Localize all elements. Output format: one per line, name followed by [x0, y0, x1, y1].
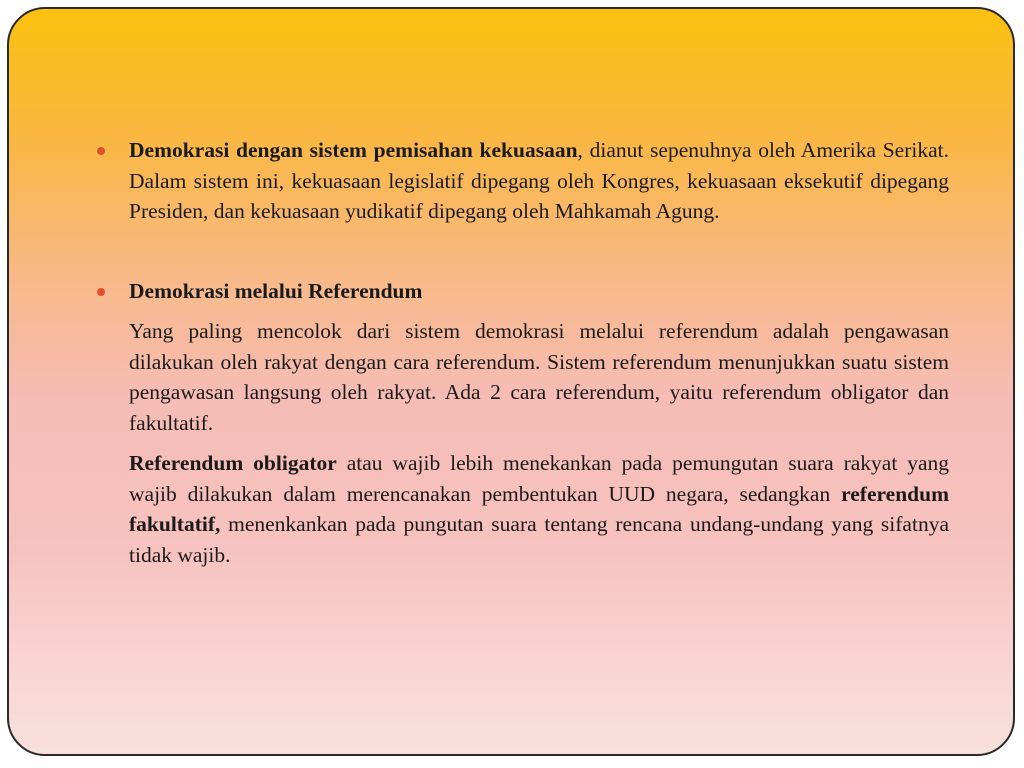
- term-referendum-obligator: Referendum obligator: [129, 451, 337, 475]
- bullet-dot-icon: [97, 288, 105, 296]
- slide-content: [89, 135, 949, 570]
- bullet-heading: Demokrasi dengan sistem pemisahan kekuasaan: [129, 138, 578, 162]
- obligator-text: atau wajib lebih menekankan pada pemungutan suara rakyat yang wajib dilakukan dalam merencanakan pembentukan UUD negara, sedangkan: [129, 451, 949, 506]
- bullet-text: , dianut sepenuhnya oleh Amerika Serikat. Dalam sistem ini, kekuasaan legislatif dipegang oleh Kongres, kekuasaan eksekutif dipegang Presiden, dan kekuasaan yudikatif dipegang oleh Mahkamah Agung.: [129, 138, 949, 223]
- referendum-types-paragraph: [129, 448, 949, 570]
- bullet-dot-icon: [97, 147, 105, 155]
- bullet-heading: Demokrasi melalui Referendum: [129, 278, 423, 303]
- referendum-intro-paragraph: Yang paling mencolok dari sistem demokrasi melalui referendum adalah pengawasan dilakukan oleh rakyat dengan cara referendum. Sistem referendum menunjukkan suatu sistem pengawasan langsung oleh rakyat. Ada 2 cara referendum, yaitu referendum obligator dan fakultatif.: [129, 319, 949, 435]
- bullet-item-referendum: [89, 276, 949, 307]
- bullet-paragraph: [129, 276, 949, 307]
- term-referendum-fakultatif: referendum fakultatif,: [129, 481, 949, 536]
- bullet-item-pemisahan-kekuasaan: [89, 135, 949, 227]
- bullet-paragraph: [129, 135, 949, 227]
- slide-frame: [7, 7, 1015, 756]
- fakultatif-text: menenkankan pada pungutan suara tentang rencana undang-undang yang sifatnya tidak wajib.: [129, 512, 949, 567]
